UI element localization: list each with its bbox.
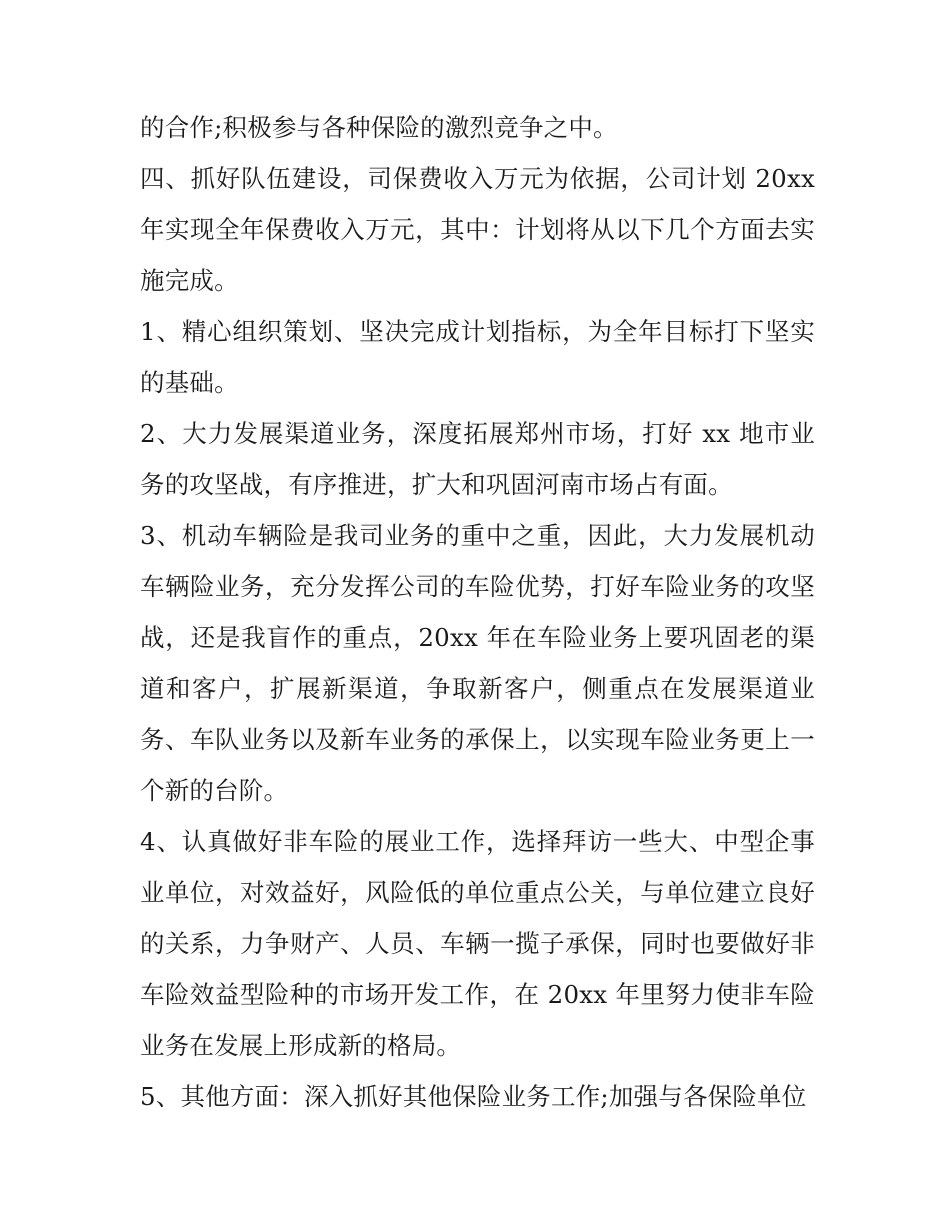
paragraph-continuation: 的合作;积极参与各种保险的激烈竞争之中。 xyxy=(140,113,618,142)
paragraph-item-2: 2、大力发展渠道业务，深度拓展郑州市场，打好 xx 地市业务的攻坚战，有序推进，扩大和巩固河南市场占有面。 xyxy=(140,419,815,499)
paragraph-item-1: 1、精心组织策划、坚决完成计划指标，为全年目标打下坚实的基础。 xyxy=(140,317,815,397)
paragraph-item-4: 4、认真做好非车险的展业工作，选择拜访一些大、中型企事业单位，对效益好，风险低的单位重点公关，与单位建立良好的关系，力争财产、人员、车辆一揽子承保，同时也要做好非车险效益型险种的市场开发工作，在 20xx 年里努力使非车险业务在发展上形成新的格局。 xyxy=(140,827,815,1060)
paragraph-item-5: 5、其他方面：深入抓好其他保险业务工作;加强与各保险单位 xyxy=(140,1082,807,1111)
paragraph-item-3: 3、机动车辆险是我司业务的重中之重，因此，大力发展机动车辆险业务，充分发挥公司的车险优势，打好车险业务的攻坚战，还是我盲作的重点，20xx 年在车险业务上要巩固老的渠道和客户，扩展新渠道，争取新客户，侧重点在发展渠道业务、车队业务以及新车业务的承保上，以实现车险业务更上一个新的台阶。 xyxy=(140,521,815,805)
paragraph-section-four: 四、抓好队伍建设，司保费收入万元为依据，公司计划 20xx 年实现全年保费收入万元，其中：计划将从以下几个方面去实施完成。 xyxy=(140,164,815,295)
document-body xyxy=(140,102,815,1122)
